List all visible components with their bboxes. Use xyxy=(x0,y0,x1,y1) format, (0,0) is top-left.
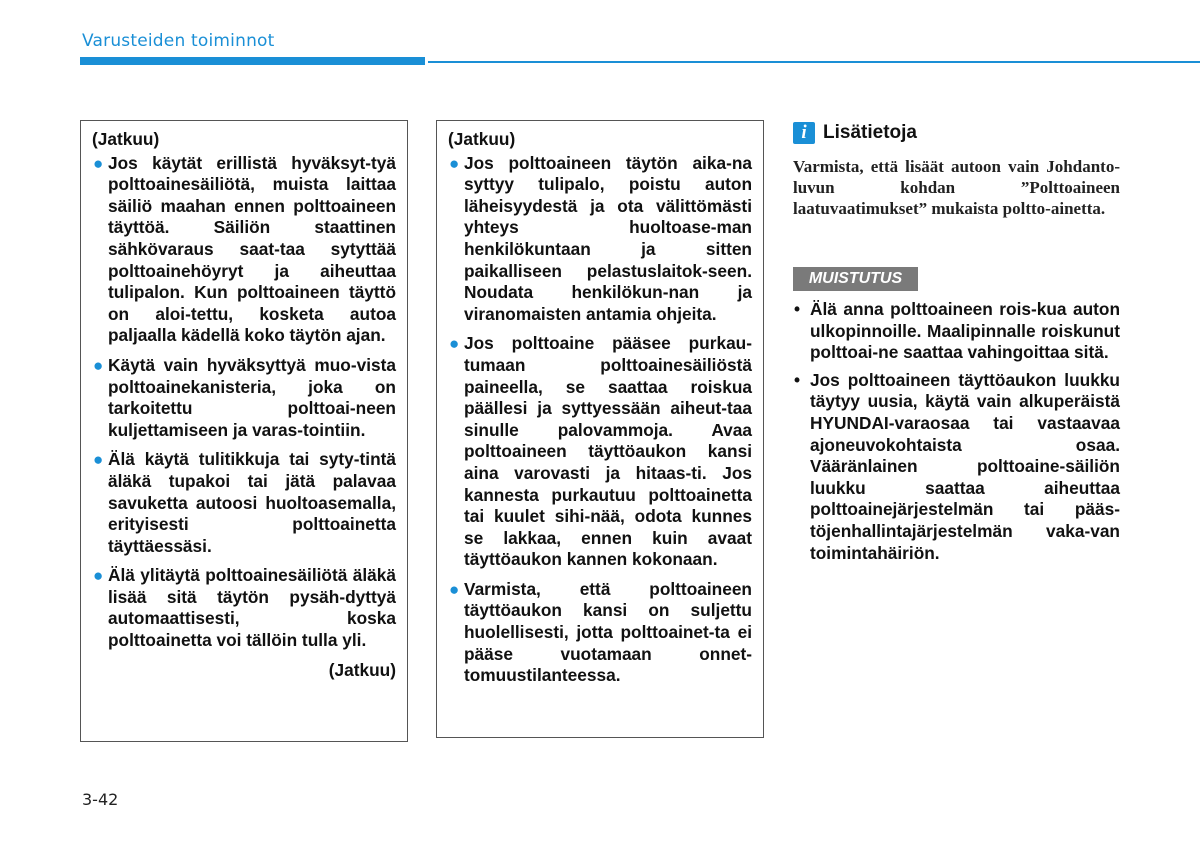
info-header xyxy=(793,120,917,146)
header-rule-thin xyxy=(428,61,1200,63)
list-item xyxy=(92,565,396,651)
list-item xyxy=(92,355,396,441)
list-item xyxy=(448,153,752,326)
bullet-icon: • xyxy=(794,299,801,319)
continued-label: (Jatkuu) xyxy=(448,129,516,149)
list-item xyxy=(793,370,1120,564)
bullet-icon: ● xyxy=(93,355,104,375)
info-icon: i xyxy=(793,122,815,144)
list-item-text: Jos polttoaineen täyttöaukon luukku täytyy uusia, käytä vain alkuperäistä HYUNDAI-varaosaa tai vastaavaa ajoneuvokohtaista osaa. Vääränlainen polttoaine-säiliön luukku saattaa aiheuttaa polttoainejärjestelmän tai pääs-töjenhallintajärjestelmän vaka-van toimintahäiriön. xyxy=(810,369,1120,563)
bullet-icon: ● xyxy=(93,450,104,470)
list-item-text: Varmista, että polttoaineen täyttöaukon kansi on suljettu huolellisesti, jotta polttoainet-ta ei pääse vuotamaan onnet-tomuustilanteessa. xyxy=(464,578,752,686)
info-title: Lisätietoja xyxy=(823,122,917,143)
bullet-icon: ● xyxy=(449,334,460,354)
page-number: 3-42 xyxy=(82,790,119,809)
notice-list xyxy=(793,299,1120,570)
list-item xyxy=(448,333,752,571)
notice-badge: MUISTUTUS xyxy=(793,267,918,291)
list-item-text: Jos polttoaine pääsee purkau-tumaan polttoainesäiliöstä paineella, se saattaa roiskua päällesi ja syttyessään aiheut-taa sinulle palovammoja. Avaa polttoaineen täyttöaukon kansi aina varovasti ja hitaas-ti. Jos kannesta purkautuu polttoainetta tai kuulet sihi-nää, odota kunnes se lakkaa, ennen kuin avaat täyttöaukon kannen kokonaan. xyxy=(464,333,752,570)
list-item-text: Älä ylitäytä polttoainesäiliötä äläkä lisää sitä täytön pysäh-dyttyä automaattisesti, koska polttoainetta voi tällöin tulla yli. xyxy=(108,565,396,651)
list-item xyxy=(92,153,396,347)
list-item-text: Jos käytät erillistä hyväksyt-tyä polttoainesäiliötä, muista laittaa säiliö maahan ennen polttoaineen täyttöä. Säiliön staattinen sähkövaraus saat-taa sytyttää polttoainehöyryt ja aiheuttaa tulipalon. Kun polttoaineen täyttö on aloi-tettu, kosketa autoa paljaalla kädellä koko täytön ajan. xyxy=(108,152,396,346)
list-item-text: Jos polttoaineen täytön aika-na syttyy tulipalo, poistu auton läheisyydestä ja ota välittömästi yhteys huoltoase-man henkilökuntaan ja sitten paikalliseen pelastuslaitok-seen. Noudata henkilökun-nan ja viranomaisten antamia ohjeita. xyxy=(464,152,752,324)
list-item-text: Käytä vain hyväksyttyä muo-vista polttoainekanisteria, joka on tarkoitettu polttoai-neen kuljettamiseen ja varas-tointiin. xyxy=(108,354,396,440)
header-rule-thick xyxy=(80,57,425,65)
list-item xyxy=(448,579,752,687)
warning-box-1 xyxy=(80,120,408,742)
bullet-icon: ● xyxy=(449,579,460,599)
bullet-icon: ● xyxy=(93,153,104,173)
section-title: Varusteiden toiminnot xyxy=(82,31,275,51)
warning-box-2 xyxy=(436,120,764,738)
warning-list-2 xyxy=(448,153,752,687)
list-item-text: Älä anna polttoaineen rois-kua auton ulkopinnoille. Maalipinnalle roiskunut polttoai-ne saattaa vahingoittaa sitä. xyxy=(810,299,1120,363)
info-text: Varmista, että lisäät autoon vain Johdanto-luvun kohdan ”Polttoaineen laatuvaatimukset” mukaista poltto-ainetta. xyxy=(793,157,1120,218)
continued-label: (Jatkuu) xyxy=(328,659,396,680)
bullet-icon: • xyxy=(794,369,801,390)
list-item xyxy=(92,449,396,557)
list-item xyxy=(793,299,1120,364)
bullet-icon: ● xyxy=(449,153,460,173)
list-item-text: Älä käytä tulitikkuja tai syty-tintä äläkä tupakoi tai jätä palavaa savuketta autoosi huoltoasemalla, erityisesti polttoainetta täyttäessäsi. xyxy=(108,449,396,556)
continued-label: (Jatkuu) xyxy=(92,129,160,149)
bullet-icon: ● xyxy=(93,566,104,586)
warning-list-1 xyxy=(92,153,396,652)
